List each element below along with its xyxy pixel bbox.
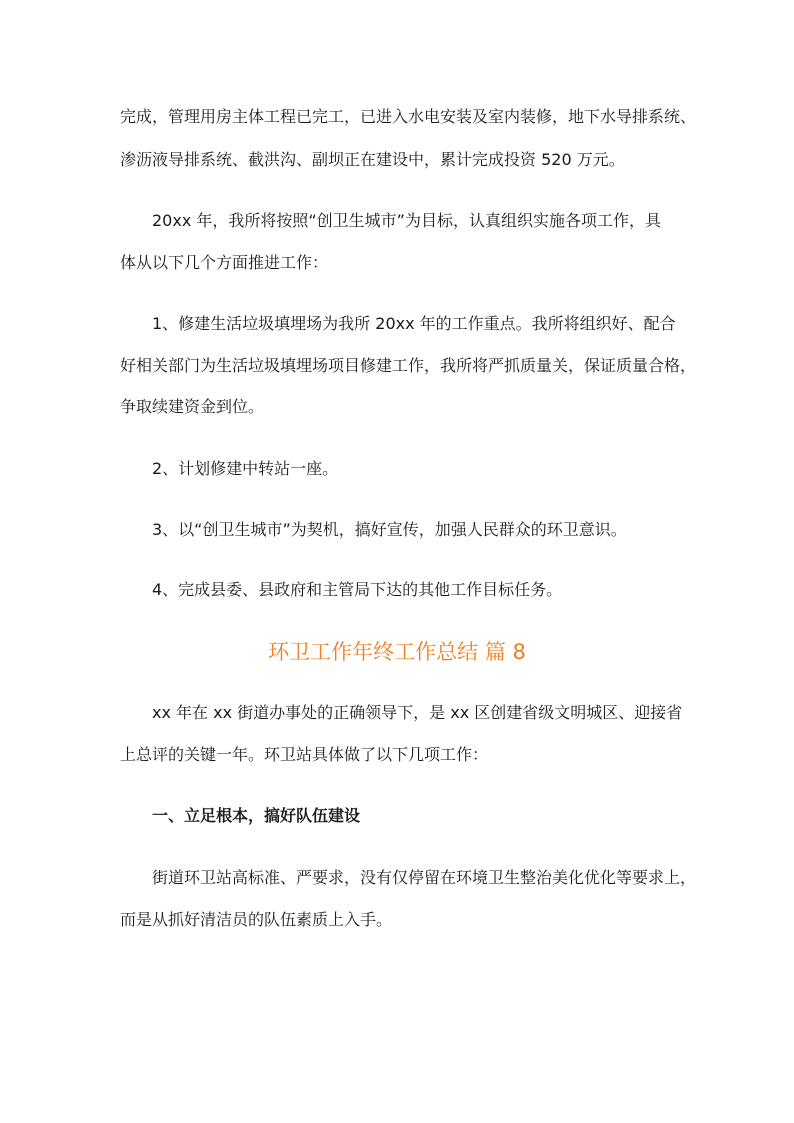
section-heading: 环卫工作年终工作总结 篇 8 bbox=[268, 640, 526, 664]
paragraph-line: 好相关部门为生活垃圾填埋场项目修建工作，我所将严抓质量关，保证质量合格， bbox=[120, 356, 697, 375]
paragraph-line: 完成，管理用房主体工程已完工，已进入水电安装及室内装修，地下水导排系统、 bbox=[120, 107, 697, 126]
subheading: 一、立足根本，搞好队伍建设 bbox=[152, 806, 361, 825]
paragraph-line: 体从以下几个方面推进工作： bbox=[120, 253, 329, 272]
paragraph-line: 渗沥液导排系统、截洪沟、副坝正在建设中，累计完成投资 520 万元。 bbox=[120, 150, 625, 169]
paragraph-line: 20xx 年，我所将按照“创卫生城市”为目标，认真组织实施各项工作，具 bbox=[152, 211, 661, 230]
paragraph-line: xx 年在 xx 街道办事处的正确领导下，是 xx 区创建省级文明城区、迎接省 bbox=[152, 703, 683, 722]
list-item: 3、以“创卫生城市”为契机，搞好宣传，加强人民群众的环卫意识。 bbox=[152, 520, 627, 539]
list-item: 2、计划修建中转站一座。 bbox=[152, 459, 339, 478]
paragraph-line: 1、修建生活垃圾填埋场为我所 20xx 年的工作重点。我所将组织好、配合 bbox=[152, 314, 676, 333]
paragraph-line: 街道环卫站高标准、严要求，没有仅停留在环境卫生整治美化优化等要求上， bbox=[152, 868, 697, 887]
paragraph-line: 而是从抓好清洁员的队伍素质上入手。 bbox=[120, 910, 393, 929]
list-item: 4、完成县委、县政府和主管局下达的其他工作目标任务。 bbox=[152, 580, 563, 599]
paragraph-line: 上总评的关键一年。环卫站具体做了以下几项工作： bbox=[120, 745, 489, 764]
paragraph-line: 争取续建资金到位。 bbox=[120, 397, 265, 416]
